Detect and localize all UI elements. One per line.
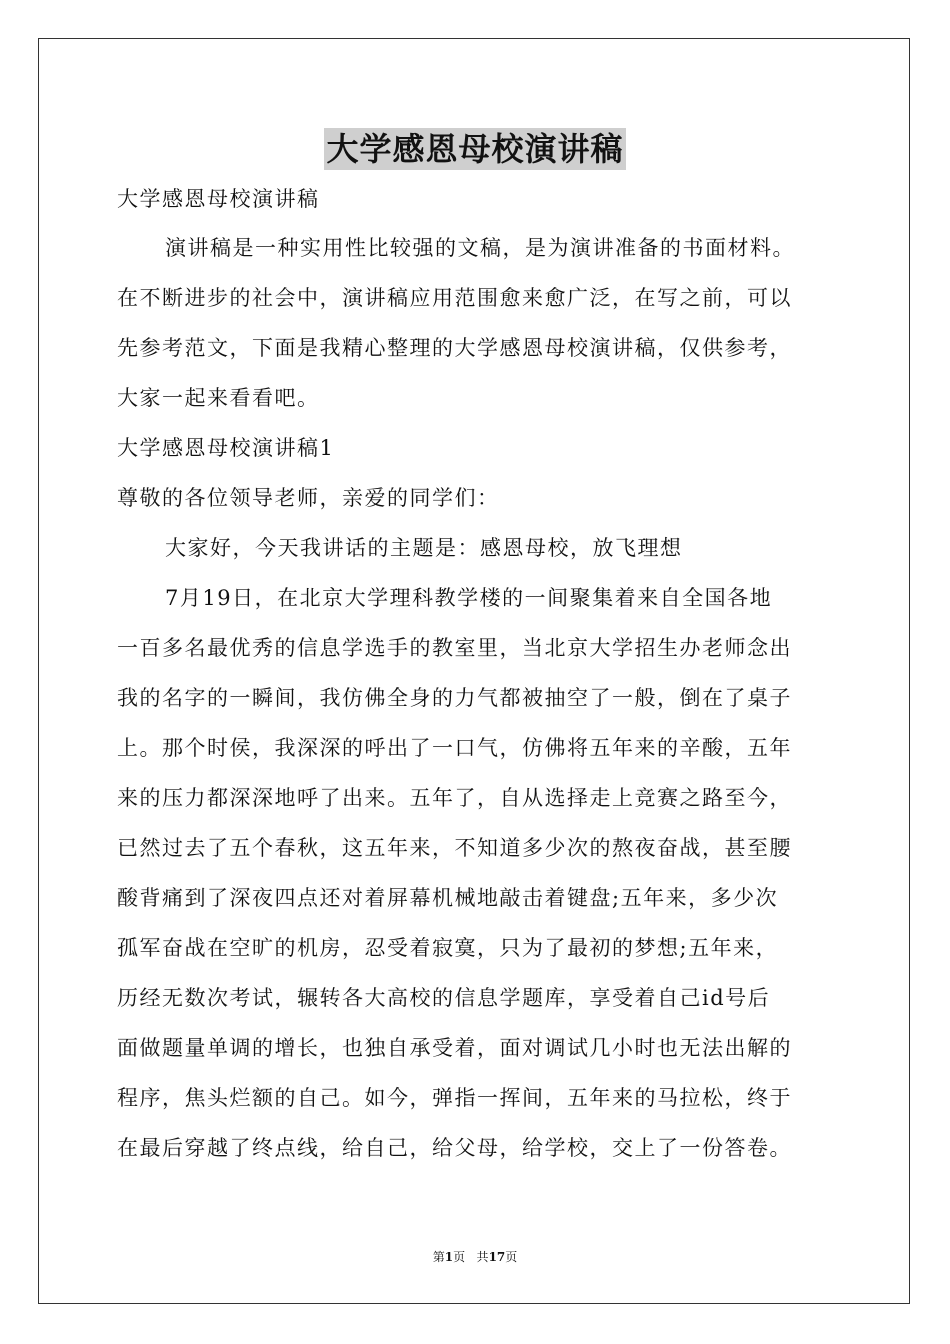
document-title: 大学感恩母校演讲稿 bbox=[326, 130, 624, 168]
body-line: 一百多名最优秀的信息学选手的教室里，当北京大学招生办老师念出 bbox=[117, 636, 792, 660]
body-line: 上。那个时侯，我深深的呼出了一口气，仿佛将五年来的辛酸，五年 bbox=[117, 736, 792, 760]
title-container bbox=[0, 128, 950, 170]
total-pages: 17 bbox=[488, 1250, 506, 1264]
body-line: 在最后穿越了终点线，给自己，给父母，给学校，交上了一份答卷。 bbox=[117, 1136, 792, 1160]
page-suffix: 页 bbox=[453, 1250, 466, 1264]
page-number: 1 bbox=[444, 1250, 454, 1264]
page-border bbox=[38, 38, 910, 1304]
intro-line: 在不断进步的社会中，演讲稿应用范围愈来愈广泛，在写之前，可以 bbox=[117, 286, 792, 310]
body-line: 孤军奋战在空旷的机房，忍受着寂寞，只为了最初的梦想;五年来， bbox=[117, 936, 779, 960]
body-line: 历经无数次考试，辗转各大高校的信息学题库，享受着自己id号后 bbox=[117, 986, 771, 1010]
intro-line: 演讲稿是一种实用性比较强的文稿，是为演讲准备的书面材料。 bbox=[165, 236, 795, 260]
greeting: 大家好，今天我讲话的主题是：感恩母校，放飞理想 bbox=[165, 536, 683, 560]
body-line: 面做题量单调的增长，也独自承受着，面对调试几小时也无法出解的 bbox=[117, 1036, 792, 1060]
body-line: 已然过去了五个春秋，这五年来，不知道多少次的熬夜奋战，甚至腰 bbox=[117, 836, 792, 860]
total-prefix: 共 bbox=[476, 1250, 489, 1264]
body-line: 来的压力都深深地呼了出来。五年了，自从选择走上竞赛之路至今， bbox=[117, 786, 792, 810]
intro-line: 先参考范文，下面是我精心整理的大学感恩母校演讲稿，仅供参考， bbox=[117, 336, 792, 360]
section-heading: 大学感恩母校演讲稿1 bbox=[117, 436, 335, 460]
intro-line: 大家一起来看看吧。 bbox=[117, 386, 320, 410]
document-subtitle: 大学感恩母校演讲稿 bbox=[117, 187, 320, 211]
body-line: 我的名字的一瞬间，我仿佛全身的力气都被抽空了一般，倒在了桌子 bbox=[117, 686, 792, 710]
total-suffix: 页 bbox=[505, 1250, 518, 1264]
page-footer bbox=[0, 1248, 950, 1265]
body-line: 酸背痛到了深夜四点还对着屏幕机械地敲击着键盘;五年来，多少次 bbox=[117, 886, 779, 910]
body-line: 程序，焦头烂额的自己。如今，弹指一挥间，五年来的马拉松，终于 bbox=[117, 1086, 792, 1110]
salutation: 尊敬的各位领导老师，亲爱的同学们： bbox=[117, 486, 500, 510]
body-line: 7月19日，在北京大学理科教学楼的一间聚集着来自全国各地 bbox=[165, 586, 773, 610]
page-prefix: 第 bbox=[432, 1250, 445, 1264]
